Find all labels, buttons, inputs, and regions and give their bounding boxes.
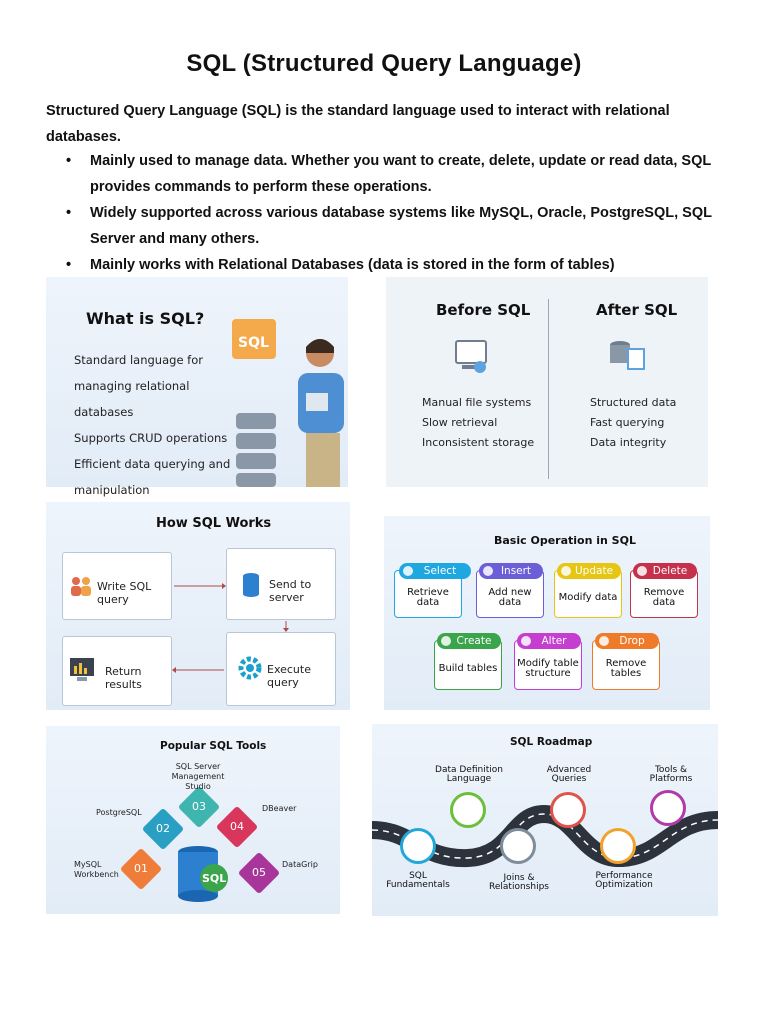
op-drop-pill: Drop bbox=[595, 633, 659, 649]
tool-01-num: 01 bbox=[134, 862, 148, 875]
sql-roadmap-panel bbox=[372, 724, 718, 916]
roadmap-step: Tools & Platforms bbox=[649, 765, 693, 784]
roadmap-step: Joins & Relationships bbox=[489, 873, 549, 892]
step-label: Send to server bbox=[269, 578, 312, 604]
operations-heading: Basic Operation in SQL bbox=[494, 534, 636, 547]
op-alter bbox=[514, 635, 582, 690]
what-is-sql-item: Supports CRUD operations bbox=[74, 431, 228, 445]
op-create-pill: Create bbox=[437, 633, 501, 649]
bullet-list bbox=[66, 148, 716, 278]
milestone-tools bbox=[650, 790, 686, 826]
op-desc: Modify table structure bbox=[517, 658, 579, 679]
database-label: SQL bbox=[202, 872, 227, 885]
op-delete bbox=[630, 565, 698, 618]
folder-badge: SQL bbox=[238, 335, 269, 351]
tool-03-num: 03 bbox=[192, 800, 206, 813]
milestone-fundamentals bbox=[400, 828, 436, 864]
before-after-panel bbox=[386, 277, 708, 487]
basic-operations-panel bbox=[384, 516, 710, 710]
op-select-pill: Select bbox=[399, 563, 471, 579]
op-desc: Remove data bbox=[643, 587, 685, 608]
what-is-sql-list bbox=[62, 347, 232, 503]
before-sql-list bbox=[422, 393, 534, 453]
op-insert bbox=[476, 565, 544, 618]
flow-arrows bbox=[46, 502, 350, 710]
op-update bbox=[554, 565, 622, 618]
op-create bbox=[434, 635, 502, 690]
before-sql-item: Manual file systems bbox=[422, 396, 532, 409]
step-label: Return results bbox=[105, 665, 142, 691]
computer-files-icon bbox=[450, 335, 492, 377]
roadmap-heading: SQL Roadmap bbox=[510, 736, 593, 748]
op-select bbox=[394, 565, 462, 618]
intro-paragraph: Structured Query Language (SQL) is the standard language used to interact with relational databases. bbox=[46, 103, 670, 145]
tool-name: DataGrip bbox=[282, 860, 318, 869]
step-label: Write SQL query bbox=[97, 580, 152, 606]
sql-tools-panel bbox=[46, 726, 340, 914]
op-update-pill: Update bbox=[557, 563, 621, 579]
roadmap-step: SQL Fundamentals bbox=[386, 871, 450, 890]
op-desc: Add new data bbox=[488, 587, 532, 608]
after-sql-item: Data integrity bbox=[590, 436, 667, 449]
how-sql-works-panel bbox=[46, 502, 350, 710]
person-illustration bbox=[276, 333, 348, 487]
database-server-icon bbox=[232, 405, 280, 487]
what-is-sql-heading: What is SQL? bbox=[86, 309, 205, 328]
milestone-joins bbox=[500, 828, 536, 864]
op-drop bbox=[592, 635, 660, 690]
what-is-sql-item: Efficient data querying and manipulation bbox=[74, 457, 231, 497]
op-insert-pill: Insert bbox=[479, 563, 543, 579]
tool-04-num: 04 bbox=[230, 820, 244, 833]
op-alter-pill: Alter bbox=[517, 633, 581, 649]
page-title: SQL (Structured Query Language) bbox=[186, 50, 582, 77]
op-desc: Modify data bbox=[558, 592, 618, 603]
tool-05-num: 05 bbox=[252, 866, 266, 879]
roadmap-step: Data Definition Language bbox=[435, 765, 503, 784]
divider bbox=[548, 299, 549, 479]
roadmap-step: Advanced Queries bbox=[546, 765, 592, 784]
after-sql-item: Fast querying bbox=[590, 416, 665, 429]
tool-name: PostgreSQL bbox=[96, 808, 142, 817]
bullet-item: • Mainly works with Relational Databases (data is stored in the form of tables) bbox=[66, 252, 716, 278]
after-sql-item: Structured data bbox=[590, 396, 677, 409]
op-delete-pill: Delete bbox=[633, 563, 697, 579]
tool-name: SQL Server Management Studio bbox=[171, 762, 225, 791]
tool-02-num: 02 bbox=[156, 822, 170, 835]
what-is-sql-panel bbox=[46, 277, 348, 497]
structured-data-icon bbox=[606, 335, 648, 377]
step-label: Execute query bbox=[267, 663, 311, 689]
tool-name: MySQL Workbench bbox=[74, 860, 119, 879]
tools-heading: Popular SQL Tools bbox=[160, 740, 267, 752]
after-sql-list bbox=[590, 393, 676, 453]
op-desc: Build tables bbox=[438, 663, 498, 674]
milestone-ddl bbox=[450, 792, 486, 828]
bullet-item: • Widely supported across various database systems like MySQL, Oracle, PostgreSQL, SQL Server and many others. bbox=[66, 200, 716, 252]
before-sql-heading: Before SQL bbox=[436, 301, 531, 319]
op-desc: Retrieve data bbox=[407, 587, 449, 608]
milestone-advanced bbox=[550, 792, 586, 828]
after-sql-heading: After SQL bbox=[596, 301, 678, 319]
tool-name: DBeaver bbox=[262, 804, 297, 813]
milestone-performance bbox=[600, 828, 636, 864]
roadmap-step: Performance Optimization bbox=[595, 871, 653, 890]
before-sql-item: Slow retrieval bbox=[422, 416, 498, 429]
before-sql-item: Inconsistent storage bbox=[422, 436, 535, 449]
op-desc: Remove tables bbox=[605, 658, 647, 679]
how-sql-works-heading: How SQL Works bbox=[156, 516, 272, 531]
bullet-item: • Mainly used to manage data. Whether you want to create, delete, update or read data, SQL provides commands to perform these operations. bbox=[66, 148, 716, 200]
what-is-sql-item: Standard language for managing relational databases bbox=[74, 353, 203, 419]
